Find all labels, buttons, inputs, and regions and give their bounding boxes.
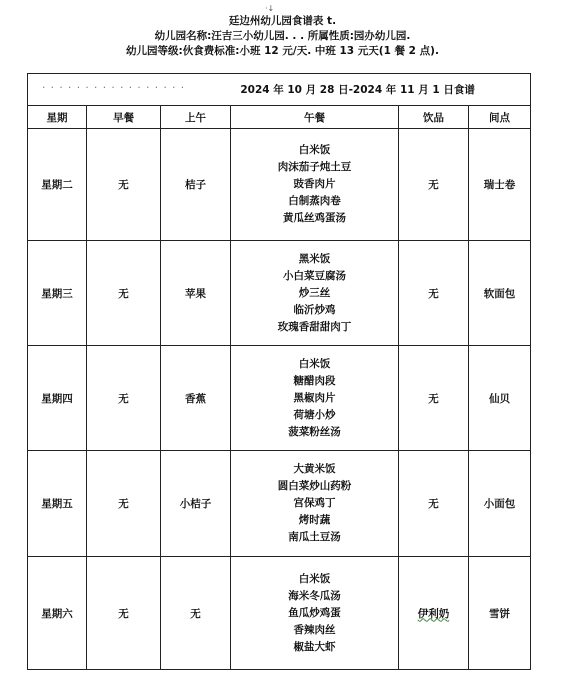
lunch-item: 宫保鸡丁: [293, 497, 336, 509]
day-cell: 星期六: [28, 557, 87, 670]
drink-cell: 无: [399, 241, 469, 346]
header-morning-snack: 上午: [161, 106, 231, 129]
lunch-item: 黑椒肉片: [293, 391, 336, 404]
drink-cell: [399, 557, 469, 670]
lunch-item: 白制蒸肉卷: [288, 195, 341, 207]
menu-table: [27, 73, 531, 670]
breakfast-cell: 无: [87, 346, 161, 451]
lunch-cell: [231, 451, 399, 557]
header-lunch: 午餐: [231, 106, 399, 129]
lunch-item: 炒三丝: [298, 286, 331, 299]
snack-cell: 瑞士卷: [469, 129, 531, 241]
lunch-item: 菠菜粉丝汤: [288, 425, 341, 438]
snack-cell: 小面包: [469, 451, 531, 557]
lunch-item: 烤时蔬: [298, 514, 331, 526]
document-header: [0, 14, 565, 59]
drink-text: 伊利奶: [417, 607, 450, 620]
kindergarten-info-line: 幼儿园名称:汪吉三小幼儿园. . . 所属性质:园办幼儿园.: [154, 30, 411, 42]
header-day: 星期: [28, 106, 87, 129]
lunch-item: 白米饭: [298, 572, 331, 585]
lunch-item: 临沂炒鸡: [293, 303, 336, 316]
lunch-item: 黑米饭: [298, 252, 331, 265]
document-title: 廷边州幼儿园食谱表 t.: [228, 15, 337, 27]
day-cell: 星期三: [28, 241, 87, 346]
table-row: [28, 557, 531, 670]
drink-cell: 无: [399, 346, 469, 451]
lunch-item: 豉香肉片: [293, 178, 336, 190]
snack-cell: 雪饼: [469, 557, 531, 670]
morning-cell: 苹果: [161, 241, 231, 346]
header-breakfast: 早餐: [87, 106, 161, 129]
date-range-title: 2024 年 10 月 28 日-2024 年 11 月 1 日食谱: [240, 84, 475, 96]
breakfast-cell: 无: [87, 241, 161, 346]
lunch-cell: [231, 241, 399, 346]
lunch-item: 大黄米饭: [293, 463, 336, 475]
lunch-item: 海米冬瓜汤: [288, 589, 341, 602]
snack-cell: 仙贝: [469, 346, 531, 451]
fee-standard-line: 幼儿园等级:伙食费标准:小班 12 元/天. 中班 13 元天(1 餐 2 点).: [126, 45, 439, 57]
drink-cell: 无: [399, 129, 469, 241]
day-cell: 星期五: [28, 451, 87, 557]
date-row: [28, 74, 531, 106]
lunch-item: 香辣肉丝: [293, 623, 336, 636]
header-drink: 饮品: [399, 106, 469, 129]
lunch-item: 玫瑰香甜甜肉丁: [277, 320, 352, 333]
header-afternoon-snack: 间点: [469, 106, 531, 129]
breakfast-cell: 无: [87, 451, 161, 557]
drink-cell: 无: [399, 451, 469, 557]
morning-cell: 无: [161, 557, 231, 670]
column-header-row: [28, 106, 531, 129]
morning-cell: 小桔子: [161, 451, 231, 557]
day-cell: 星期二: [28, 129, 87, 241]
day-cell: 星期四: [28, 346, 87, 451]
lunch-cell: [231, 557, 399, 670]
lunch-cell: [231, 346, 399, 451]
lunch-item: 南瓜土豆汤: [288, 531, 341, 543]
lunch-item: 肉沫茄子炖土豆: [277, 161, 352, 173]
table-row: [28, 346, 531, 451]
lunch-item: 鱼瓜炒鸡蛋: [288, 606, 341, 619]
lunch-item: 糖醋肉段: [293, 374, 336, 387]
lunch-item: 黄瓜丝鸡蛋汤: [283, 212, 346, 224]
morning-cell: 桔子: [161, 129, 231, 241]
lunch-cell: [231, 129, 399, 241]
dotted-leader: · · · · · · · · · · · · · · · · ·: [42, 82, 186, 94]
lunch-item: 椒盐大虾: [293, 640, 336, 653]
lunch-item: 圆白菜炒山药粉: [277, 480, 352, 492]
lunch-item: 白米饭: [298, 144, 331, 156]
table-row: [28, 129, 531, 241]
top-mark: ·↓: [265, 4, 275, 13]
date-cell: [28, 74, 531, 106]
lunch-item: 小白菜豆腐汤: [283, 269, 346, 282]
morning-cell: 香蕉: [161, 346, 231, 451]
lunch-item: 白米饭: [298, 357, 331, 370]
snack-cell: 软面包: [469, 241, 531, 346]
breakfast-cell: 无: [87, 557, 161, 670]
breakfast-cell: 无: [87, 129, 161, 241]
lunch-item: 荷塘小炒: [293, 408, 336, 421]
table-row: [28, 241, 531, 346]
table-row: [28, 451, 531, 557]
